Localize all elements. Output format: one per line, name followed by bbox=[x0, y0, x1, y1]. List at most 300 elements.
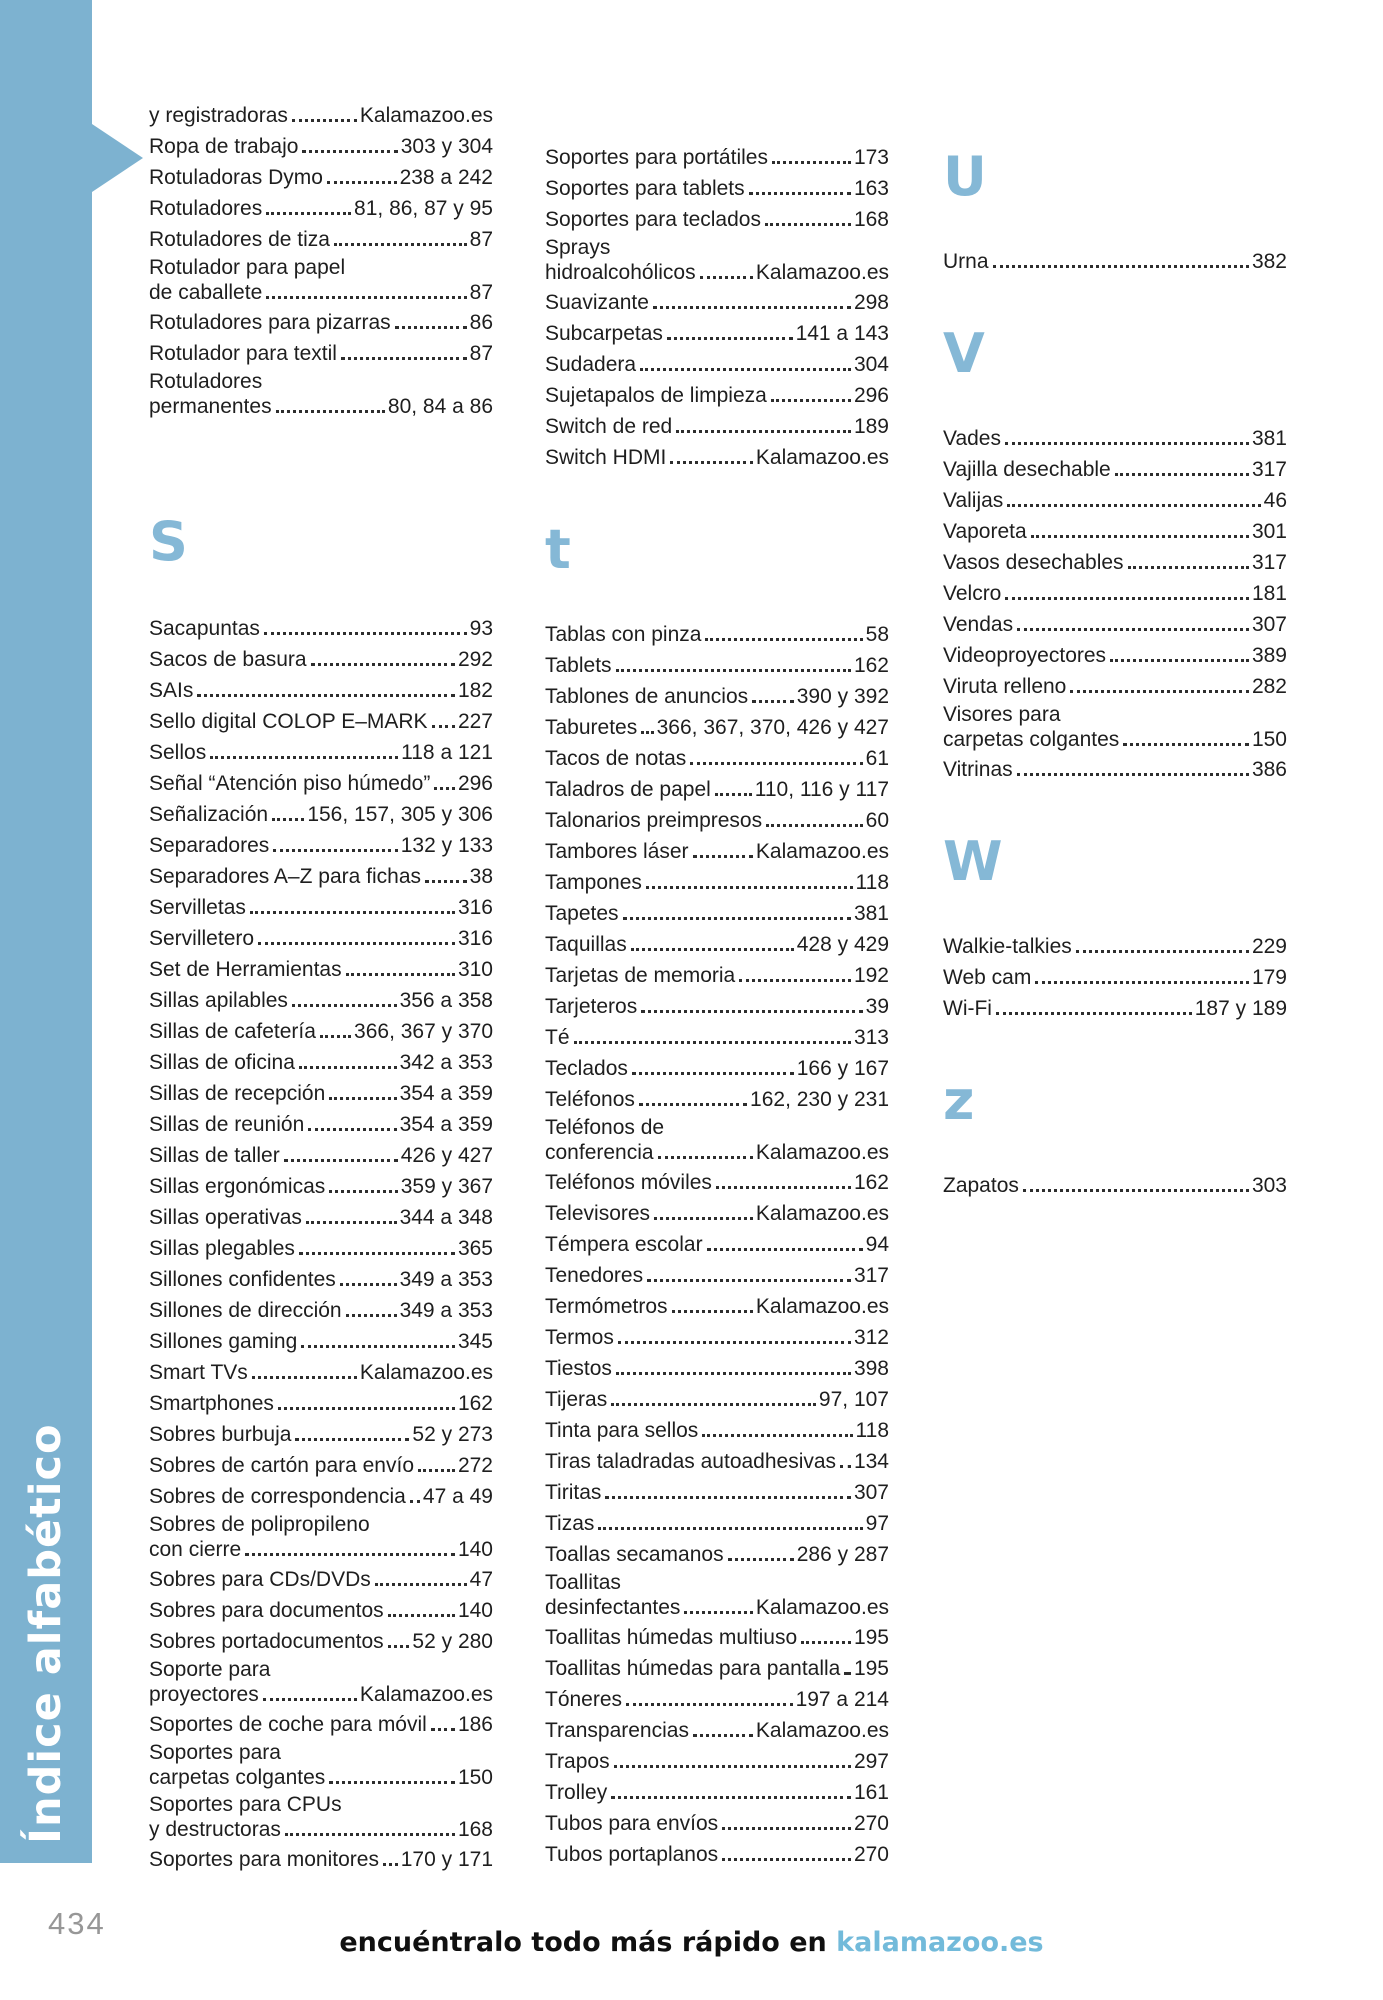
entry-label: Servilletero bbox=[149, 927, 255, 950]
index-entry-row bbox=[545, 1022, 889, 1053]
dotted-leader bbox=[292, 1004, 397, 1007]
entry-page: 366, 367, 370, 426 y 427 bbox=[656, 716, 889, 739]
entry-label: Zapatos bbox=[943, 1174, 1019, 1197]
entry-page: 342 a 353 bbox=[399, 1051, 493, 1074]
index-entry-row bbox=[149, 394, 493, 419]
entry-page: 61 bbox=[865, 747, 889, 770]
dotted-leader bbox=[739, 979, 851, 982]
entry-label: Sobres para documentos bbox=[149, 1599, 384, 1622]
entry-label: Vasos desechables bbox=[943, 551, 1124, 574]
index-entry bbox=[149, 1512, 493, 1562]
entry-label: Toallitas húmedas multiuso bbox=[545, 1626, 798, 1649]
index-column bbox=[545, 142, 889, 1870]
footer-tagline bbox=[0, 1926, 1383, 1960]
entry-label: Tambores láser bbox=[545, 840, 689, 863]
entry-page: 110, 116 y 117 bbox=[754, 778, 889, 801]
index-entry-row bbox=[149, 1264, 493, 1295]
dotted-leader bbox=[1005, 442, 1249, 445]
entry-label: Servilletas bbox=[149, 896, 246, 919]
entry-label: Sillones de dirección bbox=[149, 1299, 342, 1322]
index-entry-row bbox=[149, 1682, 493, 1707]
index-entry-row bbox=[943, 1170, 1287, 1201]
dotted-leader bbox=[653, 306, 851, 309]
dotted-leader bbox=[210, 756, 398, 759]
dotted-leader bbox=[383, 1863, 398, 1866]
entry-label-line1: Toallitas bbox=[545, 1571, 621, 1594]
dotted-leader bbox=[676, 430, 851, 433]
index-entry-row bbox=[149, 1016, 493, 1047]
entry-label: proyectores bbox=[149, 1683, 259, 1706]
entry-page: Kalamazoo.es bbox=[755, 1719, 889, 1742]
dotted-leader bbox=[245, 1553, 455, 1556]
dotted-leader bbox=[311, 663, 455, 666]
entry-page: 179 bbox=[1251, 966, 1287, 989]
entry-label: Smart TVs bbox=[149, 1361, 248, 1384]
index-entry-row bbox=[149, 1202, 493, 1233]
index-entry-row bbox=[545, 1653, 889, 1684]
index-entry-row bbox=[149, 1564, 493, 1595]
index-entry-row bbox=[545, 1229, 889, 1260]
dotted-leader bbox=[431, 1728, 455, 1731]
entry-page: 304 bbox=[853, 353, 889, 376]
entry-label: Sobres para CDs/DVDs bbox=[149, 1568, 371, 1591]
entry-label: Switch de red bbox=[545, 415, 673, 438]
index-entry-row bbox=[545, 1684, 889, 1715]
index-entry-row bbox=[149, 706, 493, 737]
entry-label: Sillas de taller bbox=[149, 1144, 280, 1167]
index-entry-row bbox=[545, 1260, 889, 1291]
entry-page: 292 bbox=[457, 648, 493, 671]
entry-page: 386 bbox=[1251, 758, 1287, 781]
entry-label: Soportes de coche para móvil bbox=[149, 1713, 427, 1736]
dotted-leader bbox=[432, 725, 455, 728]
entry-label: Sello digital COLOP E–MARK bbox=[149, 710, 428, 733]
index-entry-row bbox=[545, 1053, 889, 1084]
index-entry bbox=[545, 1570, 889, 1620]
dotted-leader bbox=[327, 181, 397, 184]
entry-label: Taladros de papel bbox=[545, 778, 711, 801]
entry-label: Videoproyectores bbox=[943, 644, 1107, 667]
entry-page: 162 bbox=[853, 654, 889, 677]
entry-page: 381 bbox=[1251, 427, 1287, 450]
entry-page: 381 bbox=[853, 902, 889, 925]
index-entry-row bbox=[149, 1078, 493, 1109]
entry-label: Termómetros bbox=[545, 1295, 668, 1318]
index-entry-row bbox=[149, 1709, 493, 1740]
entry-page: 317 bbox=[1251, 551, 1287, 574]
entry-page: 238 a 242 bbox=[399, 166, 493, 189]
entry-page: 303 bbox=[1251, 1174, 1287, 1197]
index-entry-row bbox=[149, 1450, 493, 1481]
dotted-leader bbox=[388, 1614, 455, 1617]
index-entry-row bbox=[149, 737, 493, 768]
dotted-leader bbox=[250, 911, 455, 914]
sidebar-vertical-title: Índice alfabético bbox=[21, 1423, 71, 1844]
entry-label: Sudadera bbox=[545, 353, 637, 376]
entry-page: 192 bbox=[853, 964, 889, 987]
dotted-leader bbox=[1035, 981, 1249, 984]
entry-page: 366, 367 y 370 bbox=[354, 1020, 493, 1043]
entry-page: 282 bbox=[1251, 675, 1287, 698]
dotted-leader bbox=[996, 1012, 1192, 1015]
index-entry-row bbox=[149, 1481, 493, 1512]
dotted-leader bbox=[329, 1097, 396, 1100]
index-entry-row bbox=[149, 162, 493, 193]
entry-page: 272 bbox=[457, 1454, 493, 1477]
entry-label-line1: Visores para bbox=[943, 703, 1061, 726]
dotted-leader bbox=[684, 1611, 752, 1614]
index-entry-row bbox=[149, 338, 493, 369]
dotted-leader bbox=[1007, 504, 1260, 507]
entry-page: 195 bbox=[853, 1626, 889, 1649]
entry-label: conferencia bbox=[545, 1141, 654, 1164]
index-entry-row bbox=[943, 727, 1287, 752]
dotted-leader bbox=[1031, 535, 1249, 538]
entry-page: 426 y 427 bbox=[400, 1144, 493, 1167]
dotted-leader bbox=[278, 1407, 455, 1410]
index-entry-row bbox=[149, 799, 493, 830]
entry-page: Kalamazoo.es bbox=[755, 261, 889, 284]
index-entry-row bbox=[149, 923, 493, 954]
dotted-leader bbox=[1110, 659, 1249, 662]
dotted-leader bbox=[341, 357, 467, 360]
index-entry-row bbox=[545, 1353, 889, 1384]
entry-page: 195 bbox=[853, 1657, 889, 1680]
dotted-leader bbox=[410, 1500, 420, 1503]
entry-page: 354 a 359 bbox=[399, 1082, 493, 1105]
dotted-leader bbox=[266, 296, 466, 299]
entry-page: 93 bbox=[469, 617, 493, 640]
entry-page: 270 bbox=[853, 1843, 889, 1866]
entry-page: 181 bbox=[1251, 582, 1287, 605]
index-entry-row bbox=[545, 1808, 889, 1839]
index-entry-row bbox=[545, 1715, 889, 1746]
entry-page: 162 bbox=[853, 1171, 889, 1194]
entry-page: 312 bbox=[853, 1326, 889, 1349]
dotted-leader bbox=[715, 793, 752, 796]
index-entry-row bbox=[545, 318, 889, 349]
entry-label: Sillas de reunión bbox=[149, 1113, 305, 1136]
index-entry-row bbox=[149, 1388, 493, 1419]
entry-label: Tarjeteros bbox=[545, 995, 638, 1018]
entry-label: Té bbox=[545, 1026, 570, 1049]
entry-page: 365 bbox=[457, 1237, 493, 1260]
entry-label: Sujetapalos de limpieza bbox=[545, 384, 767, 407]
entry-label: Vajilla desechable bbox=[943, 458, 1111, 481]
dotted-leader bbox=[346, 973, 455, 976]
entry-label: desinfectantes bbox=[545, 1596, 681, 1619]
entry-label: Tacos de notas bbox=[545, 747, 687, 770]
index-entry-row bbox=[545, 991, 889, 1022]
index-entry-row bbox=[545, 1446, 889, 1477]
index-entry-row bbox=[149, 1595, 493, 1626]
index-entry-row bbox=[545, 1539, 889, 1570]
entry-label: Sillas de oficina bbox=[149, 1051, 295, 1074]
dotted-leader bbox=[1076, 950, 1249, 953]
dotted-leader bbox=[658, 1156, 753, 1159]
index-entry-row bbox=[149, 613, 493, 644]
dotted-leader bbox=[395, 326, 467, 329]
entry-page: 354 a 359 bbox=[399, 1113, 493, 1136]
dotted-leader bbox=[375, 1583, 467, 1586]
entry-label: Tablas con pinza bbox=[545, 623, 702, 646]
dotted-leader bbox=[705, 638, 862, 641]
entry-page: 150 bbox=[1251, 728, 1287, 751]
entry-label: Trolley bbox=[545, 1781, 608, 1804]
entry-page: 428 y 429 bbox=[796, 933, 889, 956]
index-entry-row bbox=[943, 423, 1287, 454]
dotted-leader bbox=[616, 1372, 851, 1375]
entry-page: 87 bbox=[469, 228, 493, 251]
dotted-leader bbox=[693, 1734, 753, 1737]
entry-page: 118 a 121 bbox=[401, 741, 493, 764]
dotted-leader bbox=[252, 1376, 357, 1379]
entry-page: 301 bbox=[1251, 520, 1287, 543]
entry-label: Tampones bbox=[545, 871, 642, 894]
index-entry-row bbox=[545, 805, 889, 836]
dotted-leader bbox=[771, 399, 851, 402]
entry-label: permanentes bbox=[149, 395, 272, 418]
dotted-leader bbox=[640, 368, 851, 371]
entry-label: Tóneres bbox=[545, 1688, 623, 1711]
entry-page: 182 bbox=[457, 679, 493, 702]
entry-label: Smartphones bbox=[149, 1392, 274, 1415]
dotted-leader bbox=[285, 1833, 455, 1836]
entry-label: Taquillas bbox=[545, 933, 627, 956]
entry-page: 47 bbox=[469, 1568, 493, 1591]
entry-label: Señalización bbox=[149, 803, 269, 826]
dotted-leader bbox=[1115, 473, 1249, 476]
index-entry-row bbox=[149, 1326, 493, 1357]
dotted-leader bbox=[626, 1703, 793, 1706]
entry-page: 150 bbox=[457, 1766, 493, 1789]
dotted-leader bbox=[639, 1103, 747, 1106]
dotted-leader bbox=[329, 1190, 398, 1193]
dotted-leader bbox=[306, 1221, 397, 1224]
index-entry-row bbox=[545, 349, 889, 380]
dotted-leader bbox=[284, 1159, 398, 1162]
index-column bbox=[149, 100, 493, 1875]
entry-page: 298 bbox=[853, 291, 889, 314]
dotted-leader bbox=[263, 1698, 357, 1701]
entry-label: Sillas de recepción bbox=[149, 1082, 326, 1105]
entry-page: 349 a 353 bbox=[399, 1268, 493, 1291]
entry-label: Ropa de trabajo bbox=[149, 135, 299, 158]
entry-page: 118 bbox=[855, 871, 889, 894]
index-entry-row bbox=[545, 1140, 889, 1165]
entry-page: 317 bbox=[1251, 458, 1287, 481]
entry-label: Wi-Fi bbox=[943, 997, 992, 1020]
dotted-leader bbox=[346, 1314, 397, 1317]
entry-label: Vades bbox=[943, 427, 1001, 450]
entry-page: 356 a 358 bbox=[399, 989, 493, 1012]
index-entry-row bbox=[545, 204, 889, 235]
entry-label: Sellos bbox=[149, 741, 207, 764]
dotted-leader bbox=[631, 948, 794, 951]
index-entry-row bbox=[943, 931, 1287, 962]
entry-page: 286 y 287 bbox=[796, 1543, 889, 1566]
dotted-leader bbox=[690, 762, 862, 765]
entry-page: 389 bbox=[1251, 644, 1287, 667]
entry-label: Tijeras bbox=[545, 1388, 608, 1411]
index-entry-row bbox=[545, 1746, 889, 1777]
index-entry-row bbox=[545, 1084, 889, 1115]
entry-page: 310 bbox=[457, 958, 493, 981]
entry-page: 229 bbox=[1251, 935, 1287, 958]
footer-tagline-text: encuéntralo todo más rápido en bbox=[339, 1927, 837, 1958]
index-entry-row bbox=[545, 774, 889, 805]
entry-label-line1: Rotuladores bbox=[149, 370, 263, 393]
index-entry-row bbox=[149, 100, 493, 131]
section-letter: z bbox=[943, 1069, 975, 1132]
dotted-leader bbox=[1123, 743, 1249, 746]
entry-page: 390 y 392 bbox=[796, 685, 889, 708]
footer-brand-link: kalamazoo.es bbox=[836, 1927, 1044, 1958]
dotted-leader bbox=[641, 731, 653, 734]
section-letter: W bbox=[943, 830, 1003, 893]
dotted-leader bbox=[299, 1066, 397, 1069]
entry-label: Suavizante bbox=[545, 291, 649, 314]
index-entry-row bbox=[149, 1047, 493, 1078]
entry-page: Kalamazoo.es bbox=[359, 1361, 493, 1384]
index-entry-row bbox=[545, 1384, 889, 1415]
entry-page: 163 bbox=[853, 177, 889, 200]
dotted-leader bbox=[258, 942, 455, 945]
index-entry-row bbox=[545, 1777, 889, 1808]
entry-label: Separadores bbox=[149, 834, 270, 857]
entry-page: 317 bbox=[853, 1264, 889, 1287]
entry-label: Toallas secamanos bbox=[545, 1543, 724, 1566]
entry-label: Switch HDMI bbox=[545, 446, 667, 469]
index-entry-row bbox=[943, 671, 1287, 702]
dotted-leader bbox=[654, 1217, 753, 1220]
dotted-leader bbox=[272, 818, 304, 821]
index-entry-row bbox=[545, 1477, 889, 1508]
index-entry-row bbox=[545, 380, 889, 411]
index-entry-row bbox=[149, 1537, 493, 1562]
entry-page: 316 bbox=[457, 896, 493, 919]
index-entry-row bbox=[149, 1109, 493, 1140]
index-entry-row bbox=[149, 1295, 493, 1326]
entry-page: 47 a 49 bbox=[422, 1485, 493, 1508]
entry-label-line1: Sprays bbox=[545, 236, 611, 259]
index-entry-row bbox=[149, 768, 493, 799]
entry-label: Sillones gaming bbox=[149, 1330, 298, 1353]
entry-label: Tubos para envíos bbox=[545, 1812, 719, 1835]
dotted-leader bbox=[197, 694, 455, 697]
entry-page: Kalamazoo.es bbox=[359, 1683, 493, 1706]
dotted-leader bbox=[702, 1434, 852, 1437]
entry-page: 141 a 143 bbox=[795, 322, 889, 345]
index-entry-row bbox=[943, 516, 1287, 547]
dotted-leader bbox=[425, 880, 467, 883]
entry-label: Rotulador para textil bbox=[149, 342, 337, 365]
index-entry-row bbox=[545, 650, 889, 681]
entry-page: Kalamazoo.es bbox=[755, 1202, 889, 1225]
dotted-leader bbox=[670, 461, 753, 464]
dotted-leader bbox=[292, 119, 357, 122]
index-entry-row bbox=[545, 929, 889, 960]
entry-label: Velcro bbox=[943, 582, 1002, 605]
index-entry-row bbox=[545, 1198, 889, 1229]
dotted-leader bbox=[693, 855, 753, 858]
dotted-leader bbox=[672, 1310, 753, 1313]
dotted-leader bbox=[716, 1186, 851, 1189]
entry-label: Vaporeta bbox=[943, 520, 1027, 543]
index-entry-row bbox=[545, 960, 889, 991]
dotted-leader bbox=[418, 1469, 455, 1472]
entry-page: 345 bbox=[457, 1330, 493, 1353]
index-entry-row bbox=[943, 962, 1287, 993]
index-entry-row bbox=[149, 1419, 493, 1450]
dotted-leader bbox=[722, 1858, 851, 1861]
entry-page: 87 bbox=[469, 281, 493, 304]
entry-label: Valijas bbox=[943, 489, 1004, 512]
dotted-leader bbox=[1005, 597, 1249, 600]
dotted-leader bbox=[340, 1283, 397, 1286]
dotted-leader bbox=[801, 1641, 851, 1644]
index-entry-row bbox=[943, 547, 1287, 578]
dotted-leader bbox=[616, 669, 851, 672]
entry-label: Sobres burbuja bbox=[149, 1423, 292, 1446]
entry-label: hidroalcohólicos bbox=[545, 261, 696, 284]
entry-label: Tubos portaplanos bbox=[545, 1843, 719, 1866]
entry-label: Rotuladores de tiza bbox=[149, 228, 330, 251]
dotted-leader bbox=[993, 265, 1249, 268]
dotted-leader bbox=[308, 1128, 396, 1131]
dotted-leader bbox=[1070, 690, 1249, 693]
entry-label: Tinta para sellos bbox=[545, 1419, 699, 1442]
entry-page: 307 bbox=[1251, 613, 1287, 636]
entry-page: 140 bbox=[457, 1599, 493, 1622]
index-entry bbox=[943, 702, 1287, 752]
dotted-leader bbox=[667, 337, 793, 340]
entry-label: Teléfonos móviles bbox=[545, 1171, 712, 1194]
entry-label: Sillas plegables bbox=[149, 1237, 295, 1260]
entry-label: con cierre bbox=[149, 1538, 242, 1561]
section-letter: U bbox=[943, 145, 987, 208]
index-entry bbox=[149, 255, 493, 305]
entry-label: Televisores bbox=[545, 1202, 651, 1225]
index-entry-row bbox=[545, 411, 889, 442]
dotted-leader bbox=[1023, 1189, 1249, 1192]
entry-page: 173 bbox=[853, 146, 889, 169]
entry-page: 168 bbox=[457, 1818, 493, 1841]
entry-label: Soportes para teclados bbox=[545, 208, 761, 231]
entry-page: 97, 107 bbox=[818, 1388, 889, 1411]
entry-page: Kalamazoo.es bbox=[755, 1295, 889, 1318]
entry-page: 97 bbox=[865, 1512, 889, 1535]
entry-page: 313 bbox=[853, 1026, 889, 1049]
entry-label-line1: Soportes para bbox=[149, 1741, 281, 1764]
index-entry-row bbox=[545, 619, 889, 650]
entry-label: Tiestos bbox=[545, 1357, 612, 1380]
index-entry-row bbox=[545, 1622, 889, 1653]
entry-page: 156, 157, 305 y 306 bbox=[307, 803, 493, 826]
index-entry-row bbox=[943, 246, 1287, 277]
entry-label: Urna bbox=[943, 250, 989, 273]
entry-page: 87 bbox=[469, 342, 493, 365]
index-entry-row bbox=[545, 743, 889, 774]
entry-page: 52 y 273 bbox=[412, 1423, 493, 1446]
entry-page: 296 bbox=[853, 384, 889, 407]
entry-page: 186 bbox=[457, 1713, 493, 1736]
entry-label: Soportes para monitores bbox=[149, 1848, 379, 1871]
index-entry-row bbox=[545, 1839, 889, 1870]
entry-label: Sacapuntas bbox=[149, 617, 260, 640]
entry-label: Tiras taladradas autoadhesivas bbox=[545, 1450, 837, 1473]
entry-page: 189 bbox=[853, 415, 889, 438]
